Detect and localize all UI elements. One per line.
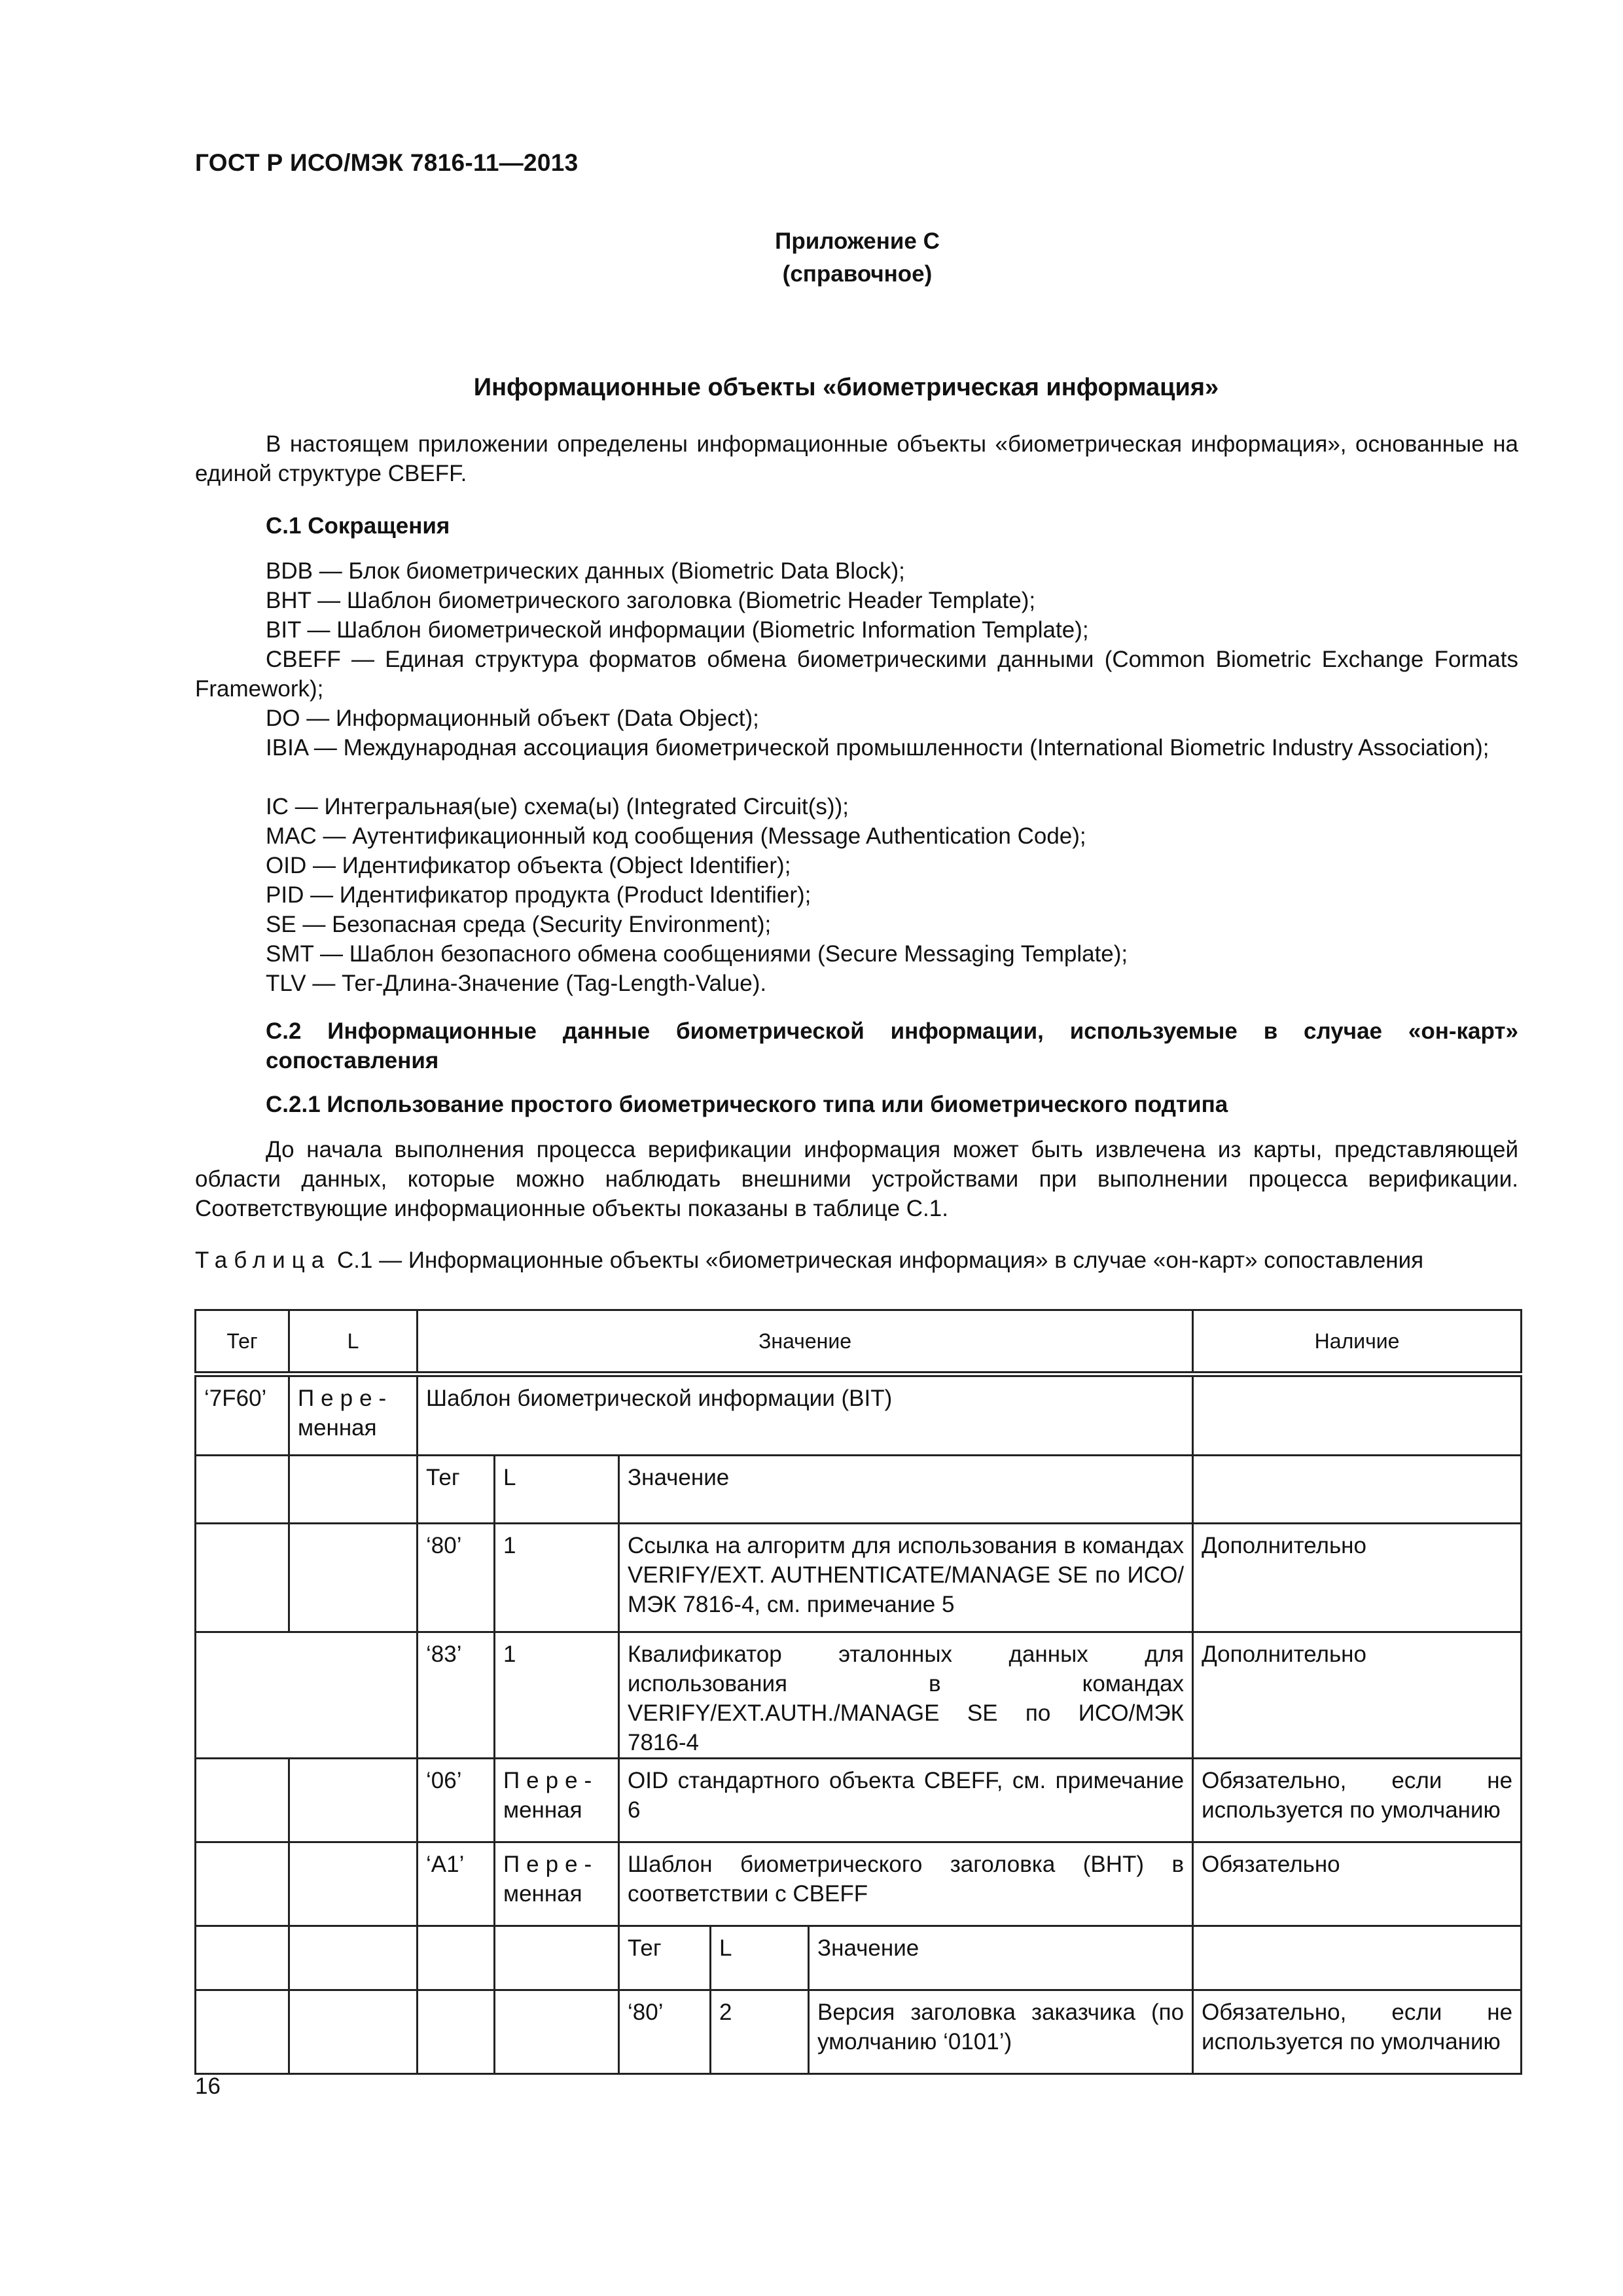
cell-tag: ‘80’ [418,1524,495,1632]
cell-presence: Обязательно [1193,1842,1522,1926]
cell-len: 1 [495,1524,619,1632]
abbr-item: MAC — Аутентификационный код сообщения (Message Authentication Code); [266,823,1086,849]
cell-len: L [711,1926,809,1990]
section-c21-heading: С.2.1 Использование простого биометрического типа или биометрического подтипа [266,1092,1228,1117]
annex-type: (справочное) [782,261,933,287]
cell-value: Квалификатор эталонных данных для использования в командах VERIFY/EXT.AUTH./MANAGE SE по ИСО/МЭК 7816-4 [619,1632,1193,1759]
cell-value: Ссылка на алгоритм для использования в командах VERIFY/EXT. AUTHENTICATE/MANAGE SE по ИСО/МЭК 7816-4, см. примечание 5 [619,1524,1193,1632]
cell-presence: Дополнительно [1193,1524,1522,1632]
abbr-item: IC — Интегральная(ые) схема(ы) (Integrated Circuit(s)); [266,794,849,819]
page-title: Информационные объекты «биометрическая информация» [473,374,1219,401]
cell-len: L [495,1456,619,1524]
cell-tag: ‘7F60’ [196,1374,289,1456]
header-value: Значение [418,1310,1193,1374]
header-tag: Тег [196,1310,289,1374]
section-c21-text: До начала выполнения процесса верификации информация может быть извлечена из карты, представляющей области данных, которые можно наблюдать внешними устройствами при выполнении процесса верификации. Соответствующие информационные объекты показаны в таблице С.1. [195,1137,1518,1221]
table-row [196,1632,1522,1759]
abbr-item: OID — Идентификатор объекта (Object Identifier); [266,853,791,878]
abbr-item: CBEFF — Единая структура форматов обмена биометрическими данными (Common Biometric Exchange Formats Framework); [195,647,1518,702]
cell-value: OID стандартного объекта CBEFF, см. примечание 6 [619,1759,1193,1842]
annex-label: Приложение С [775,228,940,254]
table-row [196,1374,1522,1456]
cell-len: Пере- менная [495,1842,619,1926]
cell-value: Шаблон биометрического заголовка (BHT) в соответствии с CBEFF [619,1842,1193,1926]
abbr-item: IBIA — Международная ассоциация биометрической промышленности (International Biometric Industry Association); [266,735,1489,761]
cell-presence [1193,1374,1522,1456]
page-number: 16 [195,2073,221,2099]
cell-presence: Обязательно, если не используется по умолчанию [1193,1990,1522,2074]
abbr-item: BIT — Шаблон биометрической информации (Biometric Information Template); [266,617,1089,643]
cell-tag: ‘80’ [619,1990,711,2074]
cell-value: Значение [619,1456,1193,1524]
document-header: ГОСТ Р ИСО/МЭК 7816-11—2013 [195,149,579,176]
table-row [196,1926,1522,1990]
table-caption [195,1246,1518,1275]
abbr-item: TLV — Тег-Длина-Значение (Tag-Length-Value). [266,971,767,996]
abbr-item: BHT — Шаблон биометрического заголовка (Biometric Header Template); [266,588,1036,613]
cell-len: Пере- менная [289,1374,418,1456]
intro-paragraph: В настоящем приложении определены информационные объекты «биометрическая информация», основанные на единой структуре CBEFF. [195,431,1518,486]
cell-value: Версия заголовка заказчика (по умолчанию ‘0101’) [809,1990,1193,2074]
header-len: L [289,1310,418,1374]
table-row [196,1456,1522,1524]
table-caption-prefix: Таблица [195,1247,331,1273]
cell-tag: ‘A1’ [418,1842,495,1926]
table-row [196,1524,1522,1632]
cell-tag: Тег [619,1926,711,1990]
table-row [196,1759,1522,1842]
abbr-item: SMT — Шаблон безопасного обмена сообщениями (Secure Messaging Template); [266,941,1128,967]
header-presence: Наличие [1193,1310,1522,1374]
data-table [194,1309,1522,2075]
table-row [196,1842,1522,1926]
table-row [196,1990,1522,2074]
table-header-row [196,1310,1522,1374]
abbr-item: DO — Информационный объект (Data Object); [266,706,759,731]
section-c1-heading: С.1 Сокращения [266,513,450,539]
cell-len: 1 [495,1632,619,1759]
cell-presence: Дополнительно [1193,1632,1522,1759]
abbr-item: BDB — Блок биометрических данных (Biometric Data Block); [266,558,905,584]
section-c2-heading: С.2 Информационные данные биометрической информации, используемые в случае «он-карт» сопоставления [266,1018,1518,1073]
cell-value: Шаблон биометрической информации (BIT) [418,1374,1193,1456]
table-caption-text: С.1 — Информационные объекты «биометрическая информация» в случае «он-карт» сопоставления [336,1247,1424,1273]
cell-tag: ‘83’ [418,1632,495,1759]
cell-len: 2 [711,1990,809,2074]
cell-tag: ‘06’ [418,1759,495,1842]
cell-value: Значение [809,1926,1193,1990]
abbr-item: SE — Безопасная среда (Security Environment); [266,912,772,937]
cell-len: Пере- менная [495,1759,619,1842]
cell-presence: Обязательно, если не используется по умолчанию [1193,1759,1522,1842]
abbr-item: PID — Идентификатор продукта (Product Identifier); [266,882,812,908]
cell-tag: Тег [418,1456,495,1524]
